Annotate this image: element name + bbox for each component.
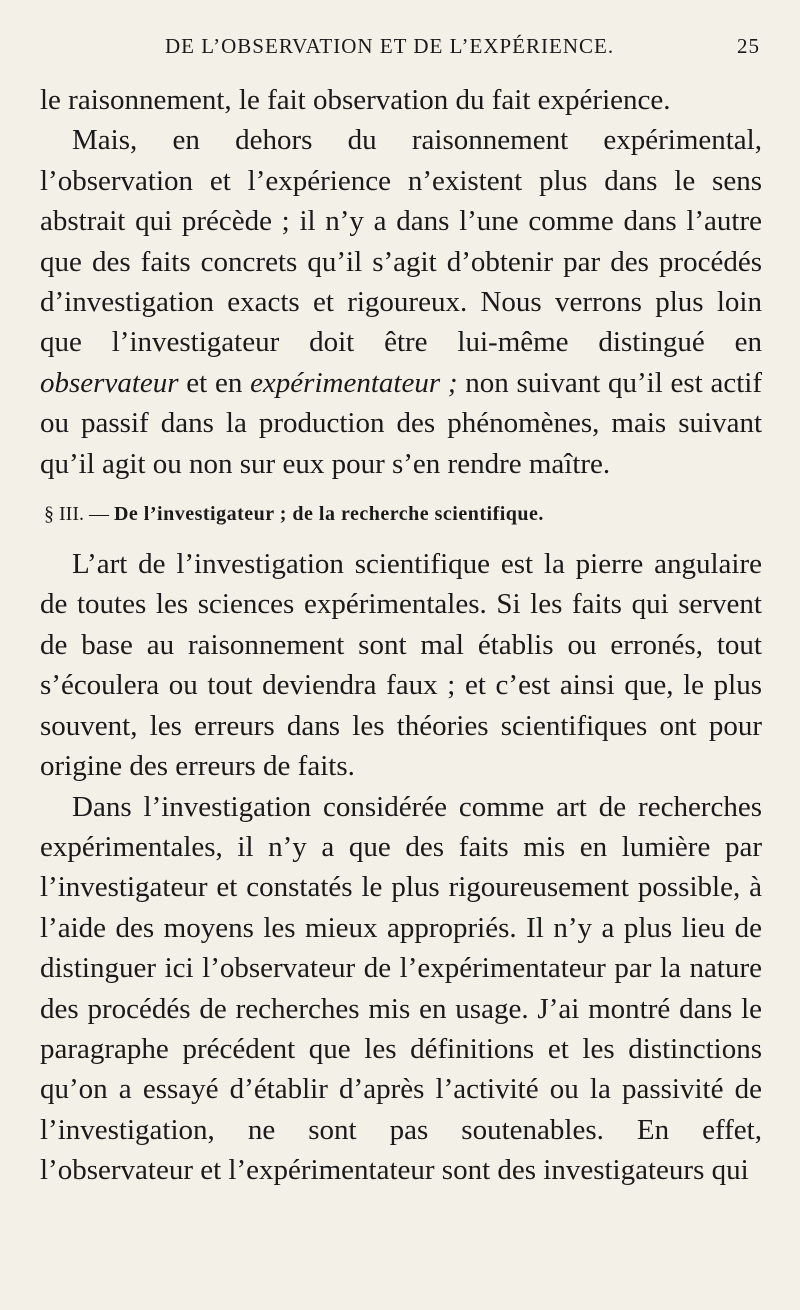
paragraph-text: et en <box>178 366 251 399</box>
paragraph <box>40 544 762 786</box>
body-text <box>40 80 762 1191</box>
italic-term-experimentateur: expérimentateur ; <box>250 366 458 399</box>
paragraph-text: le raisonnement, le fait observation du fait expérience. <box>40 84 671 116</box>
paragraph <box>40 787 762 1191</box>
paragraph-text: non suivant qu’il est actif ou passif dans la production des phénomènes, mais suivant qu’il agit ou non sur eux pour s’en rendre maître. <box>40 366 762 480</box>
paragraph-text: Dans l’investigation considérée comme art de recherches expérimentales, il n’y a que des faits mis en lumière par l’investigateur et constatés le plus rigoureusement possible, à l’aide des moyens les mieux appropriés. Il n’y a plus lieu de distinguer ici l’observateur de l’expérimentateur par la nature des procédés de recherches mis en usage. J’ai montré dans le paragraphe précédent que les définitions et les distinctions qu’on a essayé d’établir d’après l’activité ou la passivité de l’investigation, ne sont pas soutenables. En effet, l’observateur et l’expérimentateur sont des investigateurs qui <box>40 790 762 1187</box>
running-head-title: DE L’OBSERVATION ET DE L’EXPÉRIENCE. <box>165 34 615 58</box>
section-heading <box>40 496 762 532</box>
paragraph-text: Mais, en dehors du raisonnement expérimental, l’observation et l’expérience n’existent plus dans le sens abstrait qui précède ; il n’y a dans l’une comme dans l’autre que des faits concrets qu’il s’agit d’obtenir par des procédés d’investigation exacts et rigoureux. Nous verrons plus loin que l’investigateur doit être lui-même distingué en <box>40 124 762 359</box>
paragraph <box>40 120 762 484</box>
paragraph-continuation <box>40 80 762 120</box>
section-title: De l’investigateur ; de la recherche scientifique. <box>113 503 544 526</box>
page-number: 25 <box>737 34 760 58</box>
running-head <box>40 34 760 64</box>
paragraph-text: L’art de l’investigation scientifique est la pierre angulaire de toutes les sciences expérimentales. Si les faits qui servent de base au raisonnement sont mal établis ou erronés, tout s’écoulera ou tout deviendra faux ; et c’est ainsi que, le plus souvent, les erreurs dans les théories scientifiques ont pour origine des erreurs de faits. <box>40 548 762 783</box>
italic-term-observateur: observateur <box>40 366 179 399</box>
section-number: § III. — <box>44 503 109 526</box>
